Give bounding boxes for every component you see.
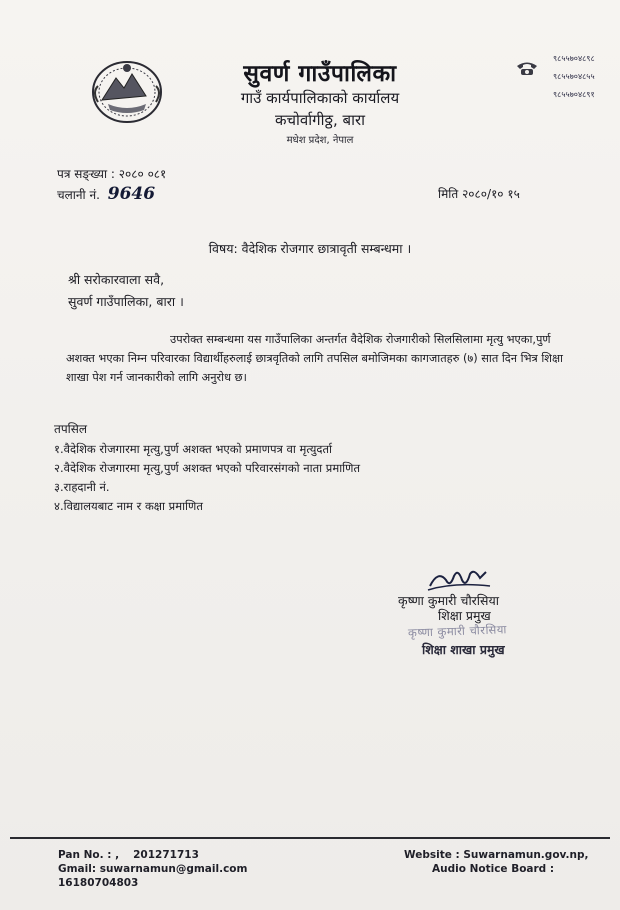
- stamp-name: कृष्णा कुमारी चौरसिया: [407, 622, 508, 640]
- list-heading: तपसिल: [54, 422, 88, 436]
- footer-contact-left: [58, 848, 247, 890]
- letter-date: [438, 185, 520, 202]
- pan-label: Pan No. : ,: [58, 849, 120, 861]
- addressee-line: सुवर्ण गाउँपालिका, बारा ।: [68, 294, 184, 309]
- province-line: मधेश प्रदेश, नेपाल: [286, 135, 354, 146]
- gmail-label: Gmail:: [58, 863, 97, 875]
- phone-number: ९८५५७०४८५५: [553, 72, 595, 81]
- website-value: Suwarnamun.gov.np,: [463, 849, 589, 861]
- reference-number: [57, 165, 166, 182]
- signature-mark: [424, 566, 494, 594]
- date-label: मिति: [438, 187, 459, 201]
- signatory-name: कृष्णा कुमारी चौरसिया: [398, 593, 499, 608]
- footer-contact-right: [404, 848, 589, 876]
- letter-body: उपरोक्त सम्बन्धमा यस गाउँपालिका अन्तर्गत वैदेशिक रोजगारीको सिलसिलामा मृत्यु भएका,पुर्ण अशक्त भएका निम्न परिवारका विद्यार्थीहरुलाई छात्रवृतिको लागि तपसिल बमोजिमका कागजातहरु (७) सात दिन भित्र शिक्षा शाखा पेश गर्न जानकारीको लागि अनुरोध छ।: [66, 333, 563, 384]
- stamp-title: शिक्षा शाखा प्रमुख: [422, 642, 505, 657]
- office-location: कचोर्वागीठ्ठ, बारा: [274, 111, 366, 129]
- date-value: २०८०/१० १५: [462, 187, 520, 201]
- pan-value: 201271713: [133, 849, 199, 861]
- gmail-line: [58, 862, 247, 876]
- list-item: ३.राहदानी नं.: [54, 480, 110, 494]
- telephone-icon: [516, 60, 538, 76]
- ref-label: पत्र सङ्ख्या :: [57, 167, 115, 181]
- letter-subject: विषय: वैदेशिक रोजगार छात्रावृती सम्बन्धमा ।: [208, 241, 412, 256]
- signatory-title: शिक्षा प्रमुख: [438, 608, 491, 623]
- website-line: [404, 848, 589, 862]
- website-label: Website :: [404, 849, 460, 861]
- pan-line: [58, 848, 247, 862]
- footer-phone: 16180704803: [58, 877, 139, 889]
- office-subtitle: गाउँ कार्यपालिकाको कार्यालय: [240, 89, 400, 107]
- phone-number: ९८५५७०४८९८: [553, 54, 595, 63]
- dispatch-number: [57, 184, 155, 204]
- audio-notice-label: Audio Notice Board :: [432, 863, 555, 875]
- addressee-line: श्री सरोकारवाला सवै,: [68, 272, 165, 287]
- dispatch-value-handwritten: 9646: [107, 184, 156, 204]
- gmail-value: suwarnamun@gmail.com: [99, 863, 248, 875]
- footer-divider: [10, 837, 610, 839]
- nepal-emblem-icon: [86, 56, 168, 126]
- dispatch-label: चलानी नं.: [57, 188, 100, 202]
- phone-number: ९८५५७०४८९१: [553, 90, 595, 99]
- list-item: १.वैदेशिक रोजगारमा मृत्यु,पुर्ण अशक्त भएको प्रमाणपत्र वा मृत्युदर्ता: [54, 442, 333, 456]
- municipality-title: सुवर्ण गाउँपालिका: [243, 61, 397, 87]
- ref-value: २०८० ०८१: [118, 167, 167, 181]
- document-list: [54, 440, 360, 516]
- list-item: ४.विद्यालयबाट नाम र कक्षा प्रमाणित: [54, 499, 203, 513]
- list-item: २.वैदेशिक रोजगारमा मृत्यु,पुर्ण अशक्त भएको परिवारसंगको नाता प्रमाणित: [54, 461, 361, 475]
- phone-numbers: [553, 50, 595, 104]
